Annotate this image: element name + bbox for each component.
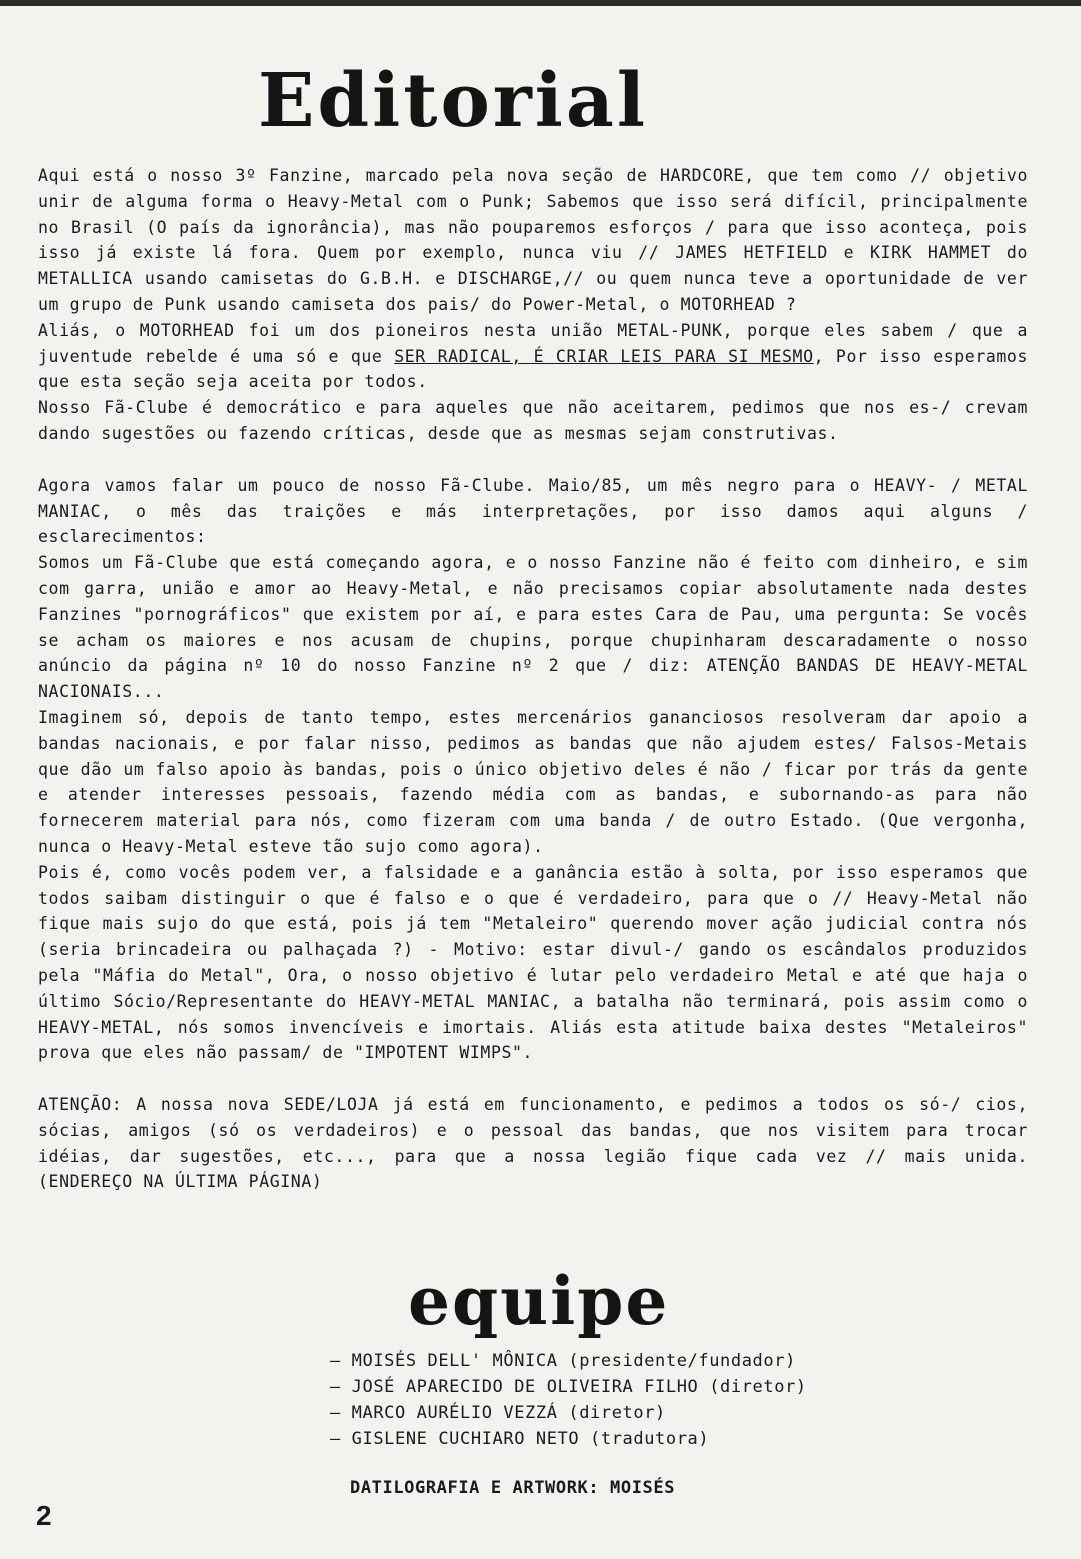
page-top-edge <box>0 0 1081 6</box>
team-member: – MOISÉS DELL' MÔNICA (presidente/fundador) <box>330 1348 890 1374</box>
paragraph-4: Agora vamos falar um pouco de nosso Fã-Clube. Maio/85, um mês negro para o HEAVY- / METAL MANIAC, o mês das traições e más interpretações, por isso damos aqui alguns / esclarecimentos: <box>38 475 1028 547</box>
team-heading: equipe <box>408 1262 670 1340</box>
editorial-body <box>38 163 1028 1195</box>
paragraph-8-notice: ATENÇÃO: A nossa nova SEDE/LOJA já está em funcionamento, e pedimos a todos os só-/ cios, sócias, amigos (só os verdadeiros) e o pessoal das bandas, que nos visitem para trocar idéias, dar sugestões, etc..., para que a nossa legião fique cada vez // mais unida. (ENDEREÇO NA ÚLTIMA PÁGINA) <box>38 1095 1028 1192</box>
team-list <box>330 1348 890 1452</box>
team-member: – MARCO AURÉLIO VEZZÁ (diretor) <box>330 1400 890 1426</box>
underlined-motto: SER RADICAL, É CRIAR LEIS PARA SI MESMO <box>394 346 814 366</box>
page-number: 2 <box>36 1500 52 1531</box>
paragraph-7: Pois é, como vocês podem ver, a falsidade e a ganância estão à solta, por isso esperamos que todos saibam distinguir o que é falso e o que é verdadeiro, para que o // Heavy-Metal não fique mais sujo do que está, pois já tem "Metaleiro" querendo mover ação judicial contra nós (seria brincadeira ou palhaçada ?) - Motivo: estar divul-/ gando os escândalos produzidos pela "Máfia do Metal", Ora, o nosso objetivo é lutar pelo verdadeiro Metal e até que haja o último Sócio/Representante do HEAVY-METAL MANIAC, a batalha não terminará, pois assim como o HEAVY-METAL, nós somos invencíveis e imortais. Aliás esta atitude baixa destes "Metaleiros" prova que eles não passam/ de "IMPOTENT WIMPS". <box>38 862 1028 1063</box>
page-title: Editorial <box>258 58 648 144</box>
paragraph-5: Somos um Fã-Clube que está começando agora, e o nosso Fanzine não é feito com dinheiro, e sim com garra, união e amor ao Heavy-Metal, e não precisamos copiar absolutamente nada destes Fanzines "pornográficos" que existem por aí, e para estes Cara de Pau, uma pergunta: Se vocês se acham os maiores e nos acusam de chupins, porque chupinharam descaradamente o nosso anúncio da página nº 10 do nosso Fanzine nº 2 que / diz: ATENÇÃO BANDAS DE HEAVY-METAL NACIONAIS... <box>38 553 1028 702</box>
paragraph-3: Nosso Fã-Clube é democrático e para aqueles que não aceitarem, pedimos que nos es-/ crevam dando sugestões ou fazendo críticas, desde que as mesmas sejam construtivas. <box>38 398 1028 443</box>
paragraph-6: Imaginem só, depois de tanto tempo, estes mercenários gananciosos resolveram dar apoio a bandas nacionais, e por falar nisso, pedimos as bandas que não ajudem estes/ Falsos-Metais que dão um falso apoio às bandas, pois o único objetivo deles é não / ficar por trás da gente e atender interesses pessoais, fazendo média com as bandas, e subornando-as para não fornecerem material para nós, como fizeram com uma banda / de outro Estado. (Que vergonha, nunca o Heavy-Metal esteve tão sujo como agora). <box>38 707 1028 856</box>
team-member: – JOSÉ APARECIDO DE OLIVEIRA FILHO (diretor) <box>330 1374 890 1400</box>
paragraph-1: Aqui está o nosso 3º Fanzine, marcado pela nova seção de HARDCORE, que tem como // objetivo unir de alguma forma o Heavy-Metal com o Punk; Sabemos que isso será difícil, principalmente no Brasil (O país da ignorância), mas não pouparemos esforços / para que isso aconteça, pois isso já existe lá fora. Quem por exemplo, nunca viu // JAMES HETFIELD e KIRK HAMMET do METALLICA usando camisetas do G.B.H. e DISCHARGE,// ou quem nunca teve a oportunidade de ver um grupo de Punk usando camiseta dos pais/ do Power-Metal, o MOTORHEAD ? <box>38 166 1028 314</box>
paragraph-2: Aliás, o MOTORHEAD foi um dos pioneiros nesta união METAL-PUNK, porque eles sabem / que a juventude rebelde é uma só e que SER RADICAL, É CRIAR LEIS PARA SI MESMO, Por isso esperamos que esta seção seja aceita por todos. <box>38 320 1028 392</box>
typing-artwork-credit: DATILOGRAFIA E ARTWORK: MOISÉS <box>350 1478 676 1498</box>
team-member: – GISLENE CUCHIARO NETO (tradutora) <box>330 1426 890 1452</box>
